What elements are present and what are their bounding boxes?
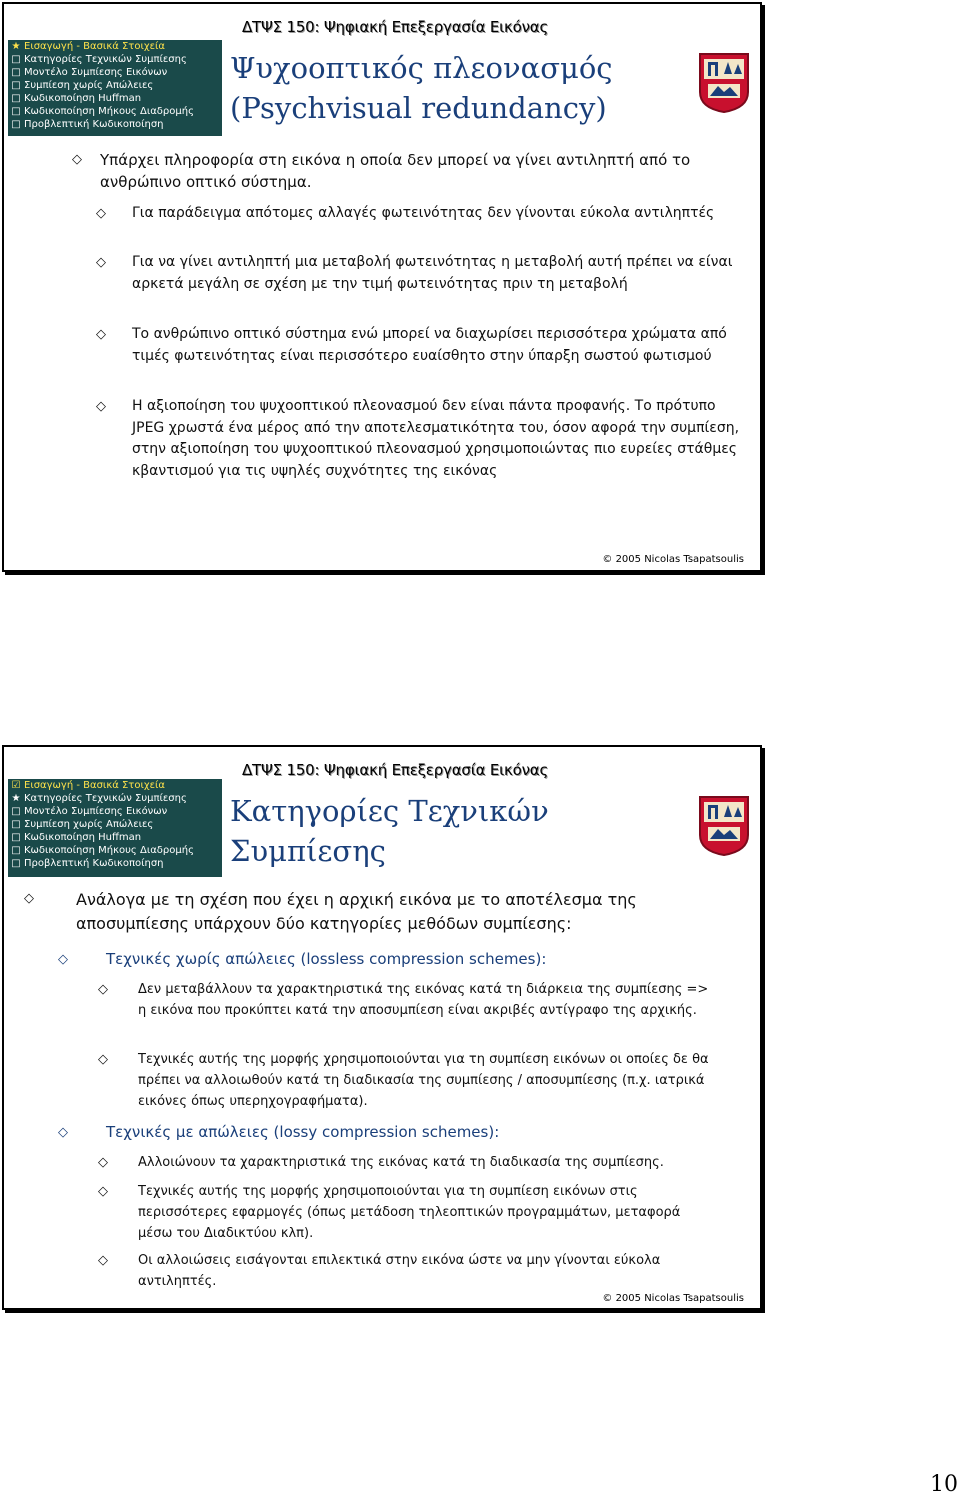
nav-item-lossless[interactable]: □ Συμπίεση χωρίς Απώλειες <box>11 80 154 91</box>
title-line-1: Ψυχοοπτικός πλεονασμός <box>230 51 613 85</box>
checkbox-icon: □ <box>11 845 21 856</box>
lossy-heading: ◇ Τεχνικές με απώλειες (lossy compression schemes): <box>106 1122 726 1144</box>
lossy-item-1: ◇ Αλλοιώνουν τα χαρακτηριστικά της εικόνας κατά τη διαδικασία της συμπίεσης. <box>138 1152 728 1173</box>
nav-item-run-length[interactable]: □ Κωδικοποίηση Μήκους Διαδρομής <box>11 106 194 117</box>
slide-title <box>230 791 549 871</box>
diamond-bullet-icon: ◇ <box>98 1184 108 1199</box>
lossy-item-2: ◇ Τεχνικές αυτής της μορφής χρησιμοποιούνται για τη συμπίεση εικόνων στις περισσότερες εφαρμογές (όπως μετάδοση τηλεοπτικών προγραμμάτων, μεταφορά μέσω του Διαδικτύου κλπ). <box>138 1181 718 1244</box>
checkbox-icon: □ <box>11 832 21 843</box>
copyright-footer: © 2005 Nicolas Tsapatsoulis <box>602 554 744 565</box>
diamond-bullet-icon: ◇ <box>58 952 68 967</box>
nav-item-run-length[interactable]: □ Κωδικοποίηση Μήκους Διαδρομής <box>11 845 194 856</box>
sub-bullet-4: ◇ Η αξιοποίηση του ψυχοοπτικού πλεονασμού δεν είναι πάντα προφανής. Το πρότυπο JPEG χρωστά ένα μέρος από την αποτελεσματικότητα του, όσον αφορά την συμπίεση, στην αξιοποίηση του ψυχοοπτικού πλεονασμού χρησιμοποιώντας πιο ευρείες στάθμες κβαντισμού για τις υψηλές συχνότητες της εικόνας <box>96 398 740 479</box>
diamond-bullet-icon: ◇ <box>96 327 106 342</box>
page-number: 10 <box>930 1472 958 1497</box>
course-title: ΔΤΨΣ 150: Ψηφιακή Επεξεργασία Εικόνας <box>242 18 549 36</box>
title-line-2: (Psychvisual redundancy) <box>230 91 607 125</box>
slide-compression-categories <box>2 745 762 1310</box>
checkbox-icon: □ <box>11 119 21 130</box>
diamond-bullet-icon: ◇ <box>98 1052 108 1067</box>
university-logo <box>698 795 750 857</box>
course-title: ΔΤΨΣ 150: Ψηφιακή Επεξεργασία Εικόνας <box>242 761 549 779</box>
university-logo <box>698 52 750 114</box>
checkbox-icon: □ <box>11 858 21 869</box>
checkbox-icon: □ <box>11 819 21 830</box>
checkbox-icon: □ <box>11 93 21 104</box>
checkbox-icon: □ <box>11 67 21 78</box>
diamond-bullet-icon: ◇ <box>96 255 106 270</box>
diamond-bullet-icon: ◇ <box>24 891 34 906</box>
nav-item-categories[interactable]: □ Κατηγορίες Τεχνικών Συμπίεσης <box>11 54 187 65</box>
diamond-bullet-icon: ◇ <box>98 1155 108 1170</box>
checkbox-icon: □ <box>11 80 21 91</box>
nav-item-huffman[interactable]: □ Κωδικοποίηση Huffman <box>11 832 142 843</box>
lossy-item-3: ◇ Οι αλλοιώσεις εισάγονται επιλεκτικά στην εικόνα ώστε να μην γίνονται εύκολα αντιληπτές. <box>138 1250 728 1292</box>
nav-item-intro[interactable]: ★ Εισαγωγή - Βασικά Στοιχεία <box>11 41 165 52</box>
title-line-1: Κατηγορίες Τεχνικών <box>230 794 549 828</box>
slide-title <box>230 48 613 128</box>
checkbox-icon: □ <box>11 806 21 817</box>
copyright-footer: © 2005 Nicolas Tsapatsoulis <box>602 1293 744 1304</box>
diamond-bullet-icon: ◇ <box>98 982 108 997</box>
diamond-bullet-icon: ◇ <box>72 152 82 167</box>
lossless-heading: ◇ Τεχνικές χωρίς απώλειες (lossless compression schemes): <box>106 949 726 971</box>
nav-item-categories[interactable]: ★ Κατηγορίες Τεχνικών Συμπίεσης <box>11 793 187 804</box>
checkbox-icon: □ <box>11 106 21 117</box>
checkbox-icon: □ <box>11 54 21 65</box>
nav-item-predictive[interactable]: □ Προβλεπτική Κωδικοποίηση <box>11 119 164 130</box>
nav-item-huffman[interactable]: □ Κωδικοποίηση Huffman <box>11 93 142 104</box>
star-icon: ★ <box>11 41 21 52</box>
title-line-2: Συμπίεσης <box>230 834 386 868</box>
diamond-bullet-icon: ◇ <box>58 1125 68 1140</box>
diamond-bullet-icon: ◇ <box>98 1253 108 1268</box>
sub-bullet-3: ◇ Το ανθρώπινο οπτικό σύστημα ενώ μπορεί να διαχωρίσει περισσότερα χρώματα από τιμές φωτεινότητας είναι περισσότερο ευαίσθητο στην ύπαρξη σωστού φωτισμού <box>96 326 727 364</box>
bullet-main: ◇ Ανάλογα με τη σχέση που έχει η αρχική εικόνα με το αποτέλεσμα της αποσυμπίεσης υπάρχουν δύο κατηγορίες μεθόδων συμπίεσης: <box>24 890 637 933</box>
lossless-item-1: ◇ Δεν μεταβάλλουν τα χαρακτηριστικά της εικόνας κατά τη διάρκεια της συμπίεσης => η εικόνα που προκύπτει κατά την αποσυμπίεση είναι ακριβές αντίγραφο της αρχικής. <box>138 979 718 1021</box>
nav-item-model[interactable]: □ Μοντέλο Συμπίεσης Εικόνων <box>11 67 168 78</box>
diamond-bullet-icon: ◇ <box>96 206 106 221</box>
lossless-item-2: ◇ Τεχνικές αυτής της μορφής χρησιμοποιούνται για τη συμπίεση εικόνων οι οποίες δε θα πρέπει να αλλοιωθούν κατά τη διαδικασία της συμπίεσης / αποσυμπίεσης (π.χ. ιατρικά εικόνες όπως υπερηχογραφήματα). <box>138 1049 718 1112</box>
nav-item-intro[interactable]: ☑ Εισαγωγή - Βασικά Στοιχεία <box>11 780 165 791</box>
diamond-bullet-icon: ◇ <box>96 399 106 414</box>
nav-item-predictive[interactable]: □ Προβλεπτική Κωδικοποίηση <box>11 858 164 869</box>
bullet-main: ◇ Υπάρχει πληροφορία στη εικόνα η οποία δεν μπορεί να γίνει αντιληπτή από το ανθρώπινο οπτικό σύστημα. <box>72 151 691 191</box>
nav-item-model[interactable]: □ Μοντέλο Συμπίεσης Εικόνων <box>11 806 168 817</box>
slide-psychovisual-redundancy <box>2 2 762 572</box>
star-icon: ★ <box>11 793 21 804</box>
nav-item-lossless[interactable]: □ Συμπίεση χωρίς Απώλειες <box>11 819 154 830</box>
slide-navigation <box>8 40 222 136</box>
slide-navigation <box>8 779 222 877</box>
checked-box-icon: ☑ <box>11 780 21 791</box>
sub-bullet-1: ◇ Για παράδειγμα απότομες αλλαγές φωτεινότητας δεν γίνονται εύκολα αντιληπτές <box>132 203 732 225</box>
sub-bullet-2: ◇ Για να γίνει αντιληπτή μια μεταβολή φωτεινότητας η μεταβολή αυτή πρέπει να είναι αρκετά μεγάλη σε σχέση με την τιμή φωτεινότητας πριν τη μεταβολή <box>96 254 733 292</box>
